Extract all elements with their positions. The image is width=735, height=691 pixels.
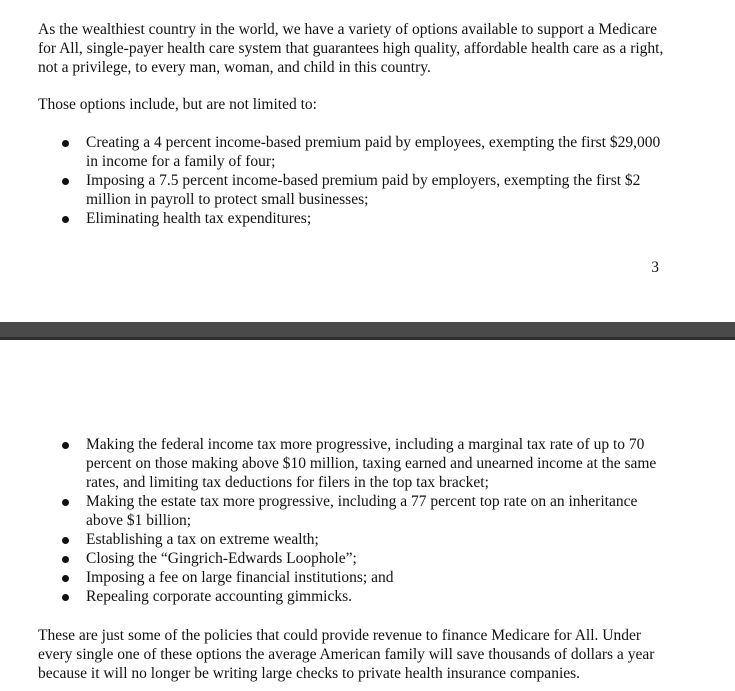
revenue-options-list-part-2 [0,435,735,606]
list-item [0,492,676,530]
list-item [0,530,676,549]
list-item [0,133,676,171]
list-item [0,171,676,209]
list-item-text: Eliminating health tax expenditures; [86,210,312,227]
bullet-icon [62,594,69,601]
list-item-text: Closing the “Gingrich-Edwards Loophole”; [86,550,357,567]
closing-paragraph: These are just some of the policies that could provide revenue to finance Medicare for All. Under every single one of these options the average American family will save thousands of dollars a year because it will no longer be writing large checks to private health insurance companies. [38,627,655,682]
list-item [0,209,676,228]
list-item-text: Creating a 4 percent income-based premium paid by employees, exempting the first $29,000 in income for a family of four; [86,134,661,170]
list-item [0,549,676,568]
bullet-icon [62,178,69,185]
bullet-icon [62,140,69,147]
bullet-icon [62,556,69,563]
bullet-icon [62,442,69,449]
list-item-text: Imposing a 7.5 percent income-based premium paid by employers, exempting the first $2 million in payroll to protect small businesses; [86,172,641,208]
list-item-text: Imposing a fee on large financial institutions; and [86,569,394,586]
bullet-icon [62,537,69,544]
revenue-options-list-part-1 [0,133,735,228]
list-item-text: Repealing corporate accounting gimmicks. [86,588,352,605]
options-intro-paragraph: Those options include, but are not limited to: [38,96,317,113]
intro-paragraph: As the wealthiest country in the world, we have a variety of options available to support a Medicare for All, single-payer health care system that guarantees high quality, affordable health care as a right, not a privilege, to every man, woman, and child in this country. [38,21,664,76]
document-page-4 [0,340,735,691]
page-number: 3 [651,259,659,276]
bullet-icon [62,575,69,582]
list-item [0,435,676,492]
list-item [0,587,676,606]
list-item-text: Establishing a tax on extreme wealth; [86,531,319,548]
bullet-icon [62,499,69,506]
list-item-text: Making the federal income tax more progressive, including a marginal tax rate of up to 70 percent on those making above $10 million, taxing earned and unearned income at the same rates, and limiting tax deductions for filers in the top tax bracket; [86,436,657,491]
bullet-icon [62,216,69,223]
list-item [0,568,676,587]
list-item-text: Making the estate tax more progressive, including a 77 percent top rate on an inheritance above $1 billion; [86,493,638,529]
page-separator [0,322,735,340]
document-page-3 [0,0,735,322]
